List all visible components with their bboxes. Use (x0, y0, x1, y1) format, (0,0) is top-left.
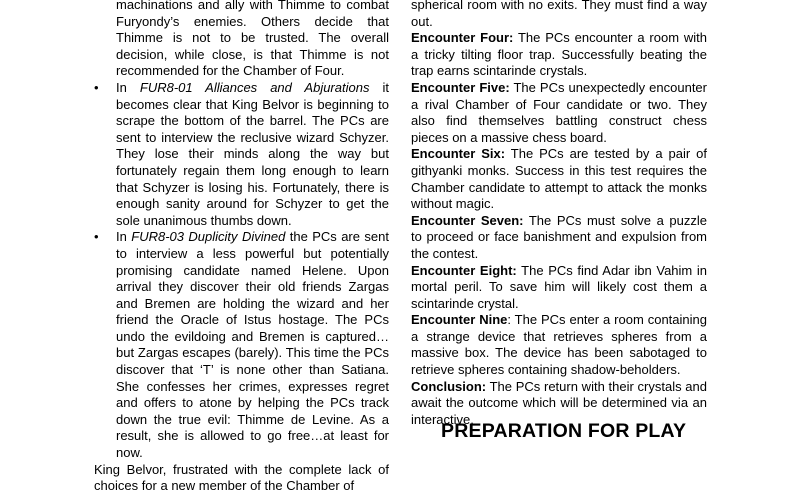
encounter-text: : The PCs enter a room containing a strange device that retrieves spheres from a massive box. The device has been sabotaged to retrieve spheres containing shadow-beholders. (411, 312, 707, 378)
adventure-summary-list (94, 80, 389, 462)
bullet-icon: • (94, 79, 99, 95)
encounter-text: The PCs return with their crystals and await the outcome which will be determined via an interactive. (411, 378, 707, 427)
encounter-label: Encounter Five: (411, 79, 510, 95)
bullet-item (94, 229, 389, 461)
encounter-nine (411, 312, 707, 378)
encounter-five (411, 80, 707, 146)
encounter-label: Encounter Eight: (411, 262, 517, 278)
encounter-label: Encounter Nine (411, 312, 508, 328)
bullet-pre: In (116, 79, 140, 95)
adventure-title: FUR8-03 Duplicity Divined (131, 229, 286, 245)
continuation-paragraph: machinations and ally with Thimme to combat Furyondy’s enemies. Others decide that Thimme is not to be trusted. The overall decision, while close, is that Thimme is not recommended for the Chamber of Four. (116, 0, 389, 79)
bullet-text: the PCs are sent to interview a less powerful but potentially promising candidate named Helene. Upon arrival they discover their old friends Zargas and Bremen are holding the wizard and her friend the Oracle of Istus hostage. The PCs undo the evildoing and Bremen is captured… but Zargas escapes (barely). This time the PCs discover that ‘T’ is none other than Satiana. She confesses her crimes, expresses regret and offers to atone by helping the PCs track down the true evil: Thimme de Levine. As a result, she is allowed to go free…at least for now. (116, 229, 389, 461)
section-heading: PREPARATION FOR PLAY (441, 420, 687, 442)
encounter-text: The PCs unexpectedly encounter a rival Chamber of Four candidate or two. They also find themselves battling construct chess pieces on a massive chess board. (411, 79, 707, 145)
bullet-text: it becomes clear that King Belvor is beginning to scrape the bottom of the barrel. The PCs are sent to interview the reclusive wizard Schyzer. They lose their minds along the way but fortunately regain them long enough to learn that Schyzer is losing his. Fortunately, there is enough sanity around for Schyzer to get the sole unanimous thumbs down. (116, 79, 389, 228)
encounter-text: The PCs are tested by a pair of githyanki monks. Success in this test requires the Chamber candidate to attempt to attack the monks without magic. (411, 146, 707, 212)
adventure-title: FUR8-01 Alliances and Abjurations (139, 79, 370, 95)
bullet-pre: In (116, 229, 132, 245)
encounter-six (411, 146, 707, 212)
encounter-text: The PCs find Adar ibn Vahim in mortal peril. To save him will likely cost them a scintarinde crystal. (411, 262, 708, 311)
encounter-four (411, 30, 707, 80)
encounter-label: Encounter Six: (411, 146, 506, 162)
encounter-seven (411, 213, 707, 263)
encounter-eight (411, 263, 707, 313)
bullet-icon: • (94, 229, 99, 245)
closing-paragraph: King Belvor, frustrated with the complete lack of choices for a new member of the Chamber of (94, 461, 389, 494)
right-column (411, 0, 707, 428)
encounter-text: The PCs encounter a room with a tricky tilting floor trap. Successfully beating the trap earns scintarinde crystals. (411, 30, 708, 79)
encounter-label: Encounter Seven: (411, 212, 524, 228)
bullet-item (94, 80, 389, 229)
encounter-label: Conclusion: (411, 378, 487, 394)
left-column (94, 0, 389, 495)
encounter-label: Encounter Four: (411, 30, 514, 46)
encounter-text: The PCs must solve a puzzle to proceed or face banishment and expulsion from the contest. (411, 212, 707, 261)
continuation-paragraph: spherical room with no exits. They must find a way out. (411, 0, 707, 29)
